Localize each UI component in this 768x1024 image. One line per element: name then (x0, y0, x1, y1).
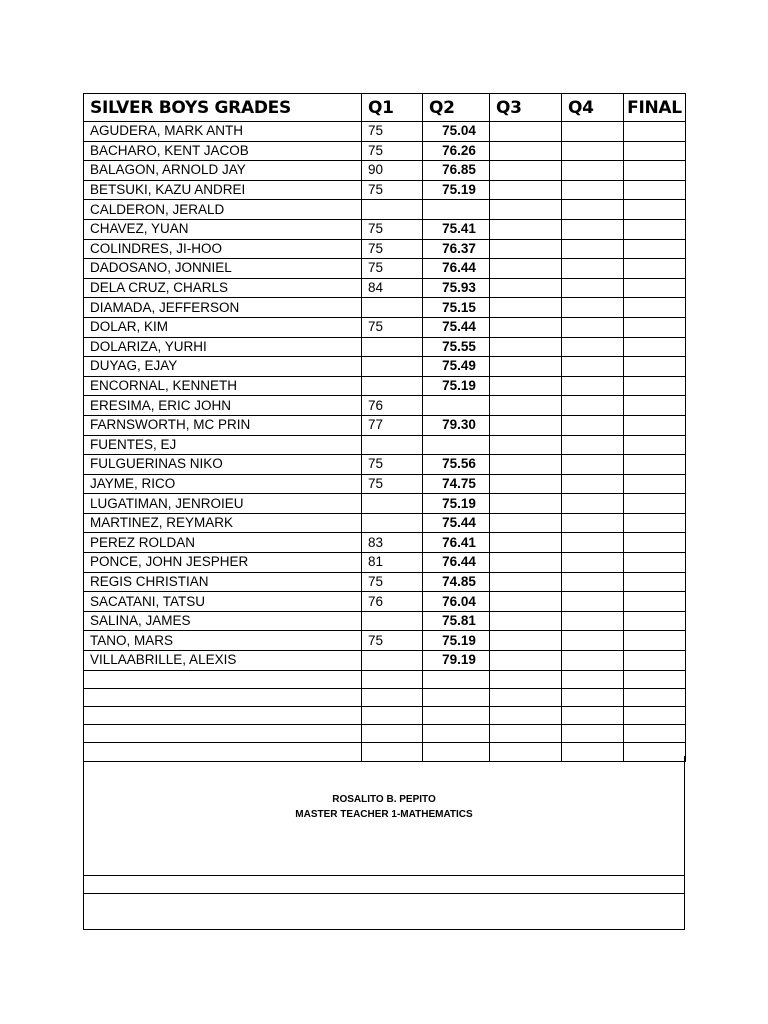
q1-grade-cell: 75 (362, 455, 423, 475)
q1-grade-cell (362, 200, 423, 220)
q1-grade-cell: 75 (362, 259, 423, 279)
table-row (84, 592, 686, 612)
final-grade-cell (624, 611, 686, 631)
q1-grade-cell: 76 (362, 592, 423, 612)
q2-header: Q2 (423, 94, 490, 122)
q3-grade-cell (490, 278, 562, 298)
q3-grade-cell (490, 317, 562, 337)
q4-grade-cell (562, 494, 624, 514)
q3-grade-cell (490, 611, 562, 631)
q3-grade-cell (490, 396, 562, 416)
empty-cell (362, 725, 423, 743)
table-row (84, 435, 686, 455)
student-name-cell: REGIS CHRISTIAN (84, 572, 362, 592)
q3-grade-cell (490, 259, 562, 279)
q3-grade-cell (490, 239, 562, 259)
student-name-cell: DIAMADA, JEFFERSON (84, 298, 362, 318)
grades-table (83, 93, 686, 762)
q2-grade-cell: 76.44 (423, 259, 490, 279)
q4-grade-cell (562, 122, 624, 142)
table-row (84, 239, 686, 259)
final-grade-cell (624, 415, 686, 435)
table-row (84, 122, 686, 142)
q3-grade-cell (490, 513, 562, 533)
empty-cell (423, 707, 490, 725)
final-grade-cell (624, 200, 686, 220)
empty-cell (84, 670, 362, 688)
grade-rows (84, 122, 686, 762)
table-row (84, 533, 686, 553)
empty-cell (562, 670, 624, 688)
q1-grade-cell (362, 435, 423, 455)
student-name-cell: CHAVEZ, YUAN (84, 219, 362, 239)
q3-grade-cell (490, 200, 562, 220)
empty-cell (490, 707, 562, 725)
q2-grade-cell: 75.44 (423, 317, 490, 337)
final-grade-cell (624, 122, 686, 142)
q1-grade-cell: 75 (362, 180, 423, 200)
table-row (84, 317, 686, 337)
q4-grade-cell (562, 513, 624, 533)
q2-grade-cell: 75.19 (423, 494, 490, 514)
blank-row (84, 670, 686, 688)
student-name-cell: FULGUERINAS NIKO (84, 455, 362, 475)
blank-row (84, 688, 686, 706)
q2-grade-cell: 76.04 (423, 592, 490, 612)
q4-grade-cell (562, 474, 624, 494)
q4-grade-cell (562, 651, 624, 671)
q3-grade-cell (490, 141, 562, 161)
empty-cell (84, 707, 362, 725)
student-name-cell: FARNSWORTH, MC PRIN (84, 415, 362, 435)
student-name-cell: ERESIMA, ERIC JOHN (84, 396, 362, 416)
q3-grade-cell (490, 631, 562, 651)
q4-grade-cell (562, 435, 624, 455)
q4-grade-cell (562, 572, 624, 592)
q3-grade-cell (490, 122, 562, 142)
teacher-name: ROSALITO B. PEPITO (332, 794, 436, 805)
empty-cell (362, 688, 423, 706)
final-grade-cell (624, 337, 686, 357)
q4-grade-cell (562, 298, 624, 318)
q2-grade-cell: 79.19 (423, 651, 490, 671)
empty-cell (624, 707, 686, 725)
final-grade-cell (624, 533, 686, 553)
q4-grade-cell (562, 161, 624, 181)
header-row (84, 94, 686, 122)
empty-cell (423, 670, 490, 688)
table-row (84, 455, 686, 475)
student-name-cell: TANO, MARS (84, 631, 362, 651)
q3-grade-cell (490, 572, 562, 592)
q1-grade-cell: 75 (362, 572, 423, 592)
q1-grade-cell (362, 376, 423, 396)
q1-grade-cell: 75 (362, 219, 423, 239)
q4-grade-cell (562, 200, 624, 220)
student-name-cell: PEREZ ROLDAN (84, 533, 362, 553)
student-name-cell: DELA CRUZ, CHARLS (84, 278, 362, 298)
q1-grade-cell: 75 (362, 141, 423, 161)
student-name-cell: AGUDERA, MARK ANTH (84, 122, 362, 142)
q4-grade-cell (562, 415, 624, 435)
q2-grade-cell: 79.30 (423, 415, 490, 435)
table-row (84, 357, 686, 377)
q3-grade-cell (490, 435, 562, 455)
student-name-cell: SALINA, JAMES (84, 611, 362, 631)
q3-grade-cell (490, 592, 562, 612)
q1-grade-cell: 75 (362, 122, 423, 142)
q2-grade-cell: 74.75 (423, 474, 490, 494)
q1-grade-cell: 90 (362, 161, 423, 181)
table-row (84, 474, 686, 494)
table-row (84, 572, 686, 592)
q4-grade-cell (562, 376, 624, 396)
q2-grade-cell: 75.15 (423, 298, 490, 318)
q3-grade-cell (490, 337, 562, 357)
empty-cell (423, 725, 490, 743)
table-row (84, 259, 686, 279)
q4-grade-cell (562, 219, 624, 239)
q2-grade-cell: 75.41 (423, 219, 490, 239)
final-grade-cell (624, 357, 686, 377)
student-name-cell: VILLAABRILLE, ALEXIS (84, 651, 362, 671)
q4-grade-cell (562, 396, 624, 416)
student-name-cell: LUGATIMAN, JENROIEU (84, 494, 362, 514)
table-row (84, 553, 686, 573)
final-header: FINAL (624, 94, 686, 122)
final-grade-cell (624, 376, 686, 396)
final-grade-cell (624, 396, 686, 416)
q4-grade-cell (562, 141, 624, 161)
final-grade-cell (624, 513, 686, 533)
empty-cell (423, 688, 490, 706)
table-row (84, 337, 686, 357)
q2-grade-cell: 75.49 (423, 357, 490, 377)
final-grade-cell (624, 298, 686, 318)
q4-grade-cell (562, 278, 624, 298)
q1-grade-cell: 76 (362, 396, 423, 416)
final-grade-cell (624, 651, 686, 671)
q2-grade-cell: 75.55 (423, 337, 490, 357)
final-grade-cell (624, 631, 686, 651)
student-name-cell: BACHARO, KENT JACOB (84, 141, 362, 161)
final-grade-cell (624, 317, 686, 337)
blank-row (84, 707, 686, 725)
q3-grade-cell (490, 474, 562, 494)
final-grade-cell (624, 239, 686, 259)
q1-grade-cell (362, 494, 423, 514)
table-row (84, 298, 686, 318)
student-name-cell: PONCE, JOHN JESPHER (84, 553, 362, 573)
q1-grade-cell (362, 513, 423, 533)
q2-grade-cell (423, 435, 490, 455)
final-grade-cell (624, 219, 686, 239)
q4-grade-cell (562, 631, 624, 651)
empty-cell (362, 670, 423, 688)
table-row (84, 200, 686, 220)
q1-grade-cell: 75 (362, 474, 423, 494)
student-name-cell: FUENTES, EJ (84, 435, 362, 455)
table-row (84, 278, 686, 298)
q3-grade-cell (490, 651, 562, 671)
empty-cell (624, 725, 686, 743)
q2-grade-cell: 75.44 (423, 513, 490, 533)
q1-grade-cell: 75 (362, 239, 423, 259)
q2-grade-cell: 75.81 (423, 611, 490, 631)
q4-grade-cell (562, 455, 624, 475)
q3-grade-cell (490, 298, 562, 318)
final-grade-cell (624, 553, 686, 573)
student-name-cell: BALAGON, ARNOLD JAY (84, 161, 362, 181)
student-name-cell: DOLARIZA, YURHI (84, 337, 362, 357)
q2-grade-cell: 75.04 (423, 122, 490, 142)
table-row (84, 180, 686, 200)
table-row (84, 651, 686, 671)
table-row (84, 376, 686, 396)
q3-grade-cell (490, 553, 562, 573)
q2-grade-cell: 75.19 (423, 376, 490, 396)
q2-grade-cell (423, 396, 490, 416)
footer-divider (84, 875, 684, 876)
q3-header: Q3 (490, 94, 562, 122)
empty-cell (562, 707, 624, 725)
q4-grade-cell (562, 337, 624, 357)
q2-grade-cell: 76.85 (423, 161, 490, 181)
teacher-title: MASTER TEACHER 1-MATHEMATICS (295, 809, 473, 820)
table-row (84, 141, 686, 161)
final-grade-cell (624, 259, 686, 279)
student-name-cell: DUYAG, EJAY (84, 357, 362, 377)
table-row (84, 161, 686, 181)
q1-grade-cell: 75 (362, 317, 423, 337)
blank-row (84, 725, 686, 743)
q3-grade-cell (490, 415, 562, 435)
q3-grade-cell (490, 494, 562, 514)
q3-grade-cell (490, 455, 562, 475)
footer-divider (84, 893, 684, 894)
empty-cell (84, 688, 362, 706)
q4-header: Q4 (562, 94, 624, 122)
q4-grade-cell (562, 180, 624, 200)
final-grade-cell (624, 474, 686, 494)
table-title: SILVER BOYS GRADES (84, 94, 362, 122)
q1-grade-cell: 84 (362, 278, 423, 298)
student-name-cell: BETSUKI, KAZU ANDREI (84, 180, 362, 200)
q3-grade-cell (490, 357, 562, 377)
q2-grade-cell: 74.85 (423, 572, 490, 592)
q1-grade-cell (362, 651, 423, 671)
q4-grade-cell (562, 317, 624, 337)
signature-box (83, 756, 685, 930)
q1-grade-cell: 81 (362, 553, 423, 573)
q4-grade-cell (562, 357, 624, 377)
student-name-cell: DOLAR, KIM (84, 317, 362, 337)
q2-grade-cell: 76.41 (423, 533, 490, 553)
q4-grade-cell (562, 553, 624, 573)
q1-grade-cell: 75 (362, 631, 423, 651)
empty-cell (624, 670, 686, 688)
q1-grade-cell (362, 611, 423, 631)
table-row (84, 396, 686, 416)
table-row (84, 494, 686, 514)
q2-grade-cell: 75.19 (423, 180, 490, 200)
table-row (84, 631, 686, 651)
student-name-cell: ENCORNAL, KENNETH (84, 376, 362, 396)
q2-grade-cell: 76.26 (423, 141, 490, 161)
q4-grade-cell (562, 239, 624, 259)
student-name-cell: COLINDRES, JI-HOO (84, 239, 362, 259)
q2-grade-cell: 75.56 (423, 455, 490, 475)
table-row (84, 611, 686, 631)
q2-grade-cell (423, 200, 490, 220)
empty-cell (362, 707, 423, 725)
student-name-cell: JAYME, RICO (84, 474, 362, 494)
empty-cell (562, 725, 624, 743)
final-grade-cell (624, 435, 686, 455)
q4-grade-cell (562, 259, 624, 279)
empty-cell (490, 670, 562, 688)
final-grade-cell (624, 141, 686, 161)
q2-grade-cell: 76.37 (423, 239, 490, 259)
empty-cell (624, 688, 686, 706)
final-grade-cell (624, 592, 686, 612)
q4-grade-cell (562, 592, 624, 612)
empty-cell (562, 688, 624, 706)
final-grade-cell (624, 494, 686, 514)
q3-grade-cell (490, 180, 562, 200)
q3-grade-cell (490, 161, 562, 181)
q2-grade-cell: 75.19 (423, 631, 490, 651)
q1-grade-cell (362, 357, 423, 377)
student-name-cell: DADOSANO, JONNIEL (84, 259, 362, 279)
table-row (84, 219, 686, 239)
q3-grade-cell (490, 533, 562, 553)
student-name-cell: MARTINEZ, REYMARK (84, 513, 362, 533)
empty-cell (490, 725, 562, 743)
q1-grade-cell: 77 (362, 415, 423, 435)
final-grade-cell (624, 180, 686, 200)
empty-cell (84, 725, 362, 743)
student-name-cell: SACATANI, TATSU (84, 592, 362, 612)
empty-cell (490, 688, 562, 706)
q1-grade-cell (362, 298, 423, 318)
table-row (84, 513, 686, 533)
q1-header: Q1 (362, 94, 423, 122)
q3-grade-cell (490, 219, 562, 239)
signature-block (84, 792, 684, 822)
q2-grade-cell: 75.93 (423, 278, 490, 298)
final-grade-cell (624, 161, 686, 181)
q1-grade-cell (362, 337, 423, 357)
q3-grade-cell (490, 376, 562, 396)
final-grade-cell (624, 572, 686, 592)
final-grade-cell (624, 455, 686, 475)
q4-grade-cell (562, 533, 624, 553)
q1-grade-cell: 83 (362, 533, 423, 553)
q4-grade-cell (562, 611, 624, 631)
q2-grade-cell: 76.44 (423, 553, 490, 573)
table-row (84, 415, 686, 435)
final-grade-cell (624, 278, 686, 298)
student-name-cell: CALDERON, JERALD (84, 200, 362, 220)
